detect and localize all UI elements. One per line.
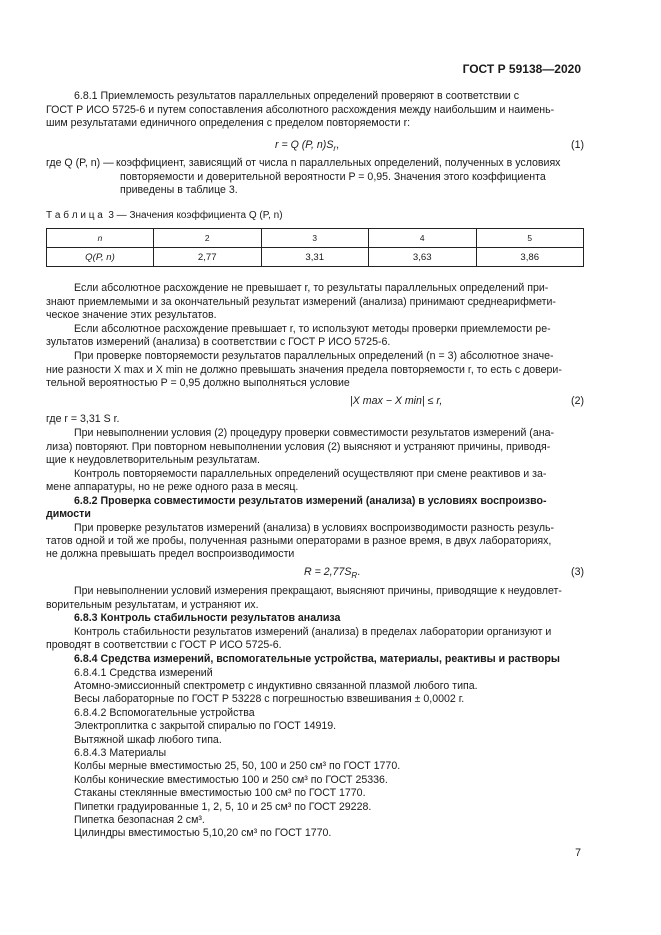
table-cell: 3 [261,229,369,248]
equation-2-number: (2) [571,395,584,407]
page-number: 7 [575,847,581,859]
list-item: Атомно-эмиссионный спектрометр с индуктивно связанной плазмой любого типа. [74,679,478,692]
where-1-line: повторяемости и доверительной вероятности P = 0,95. Значения этого коэффициента [120,170,546,183]
equation-1-tail: , [336,139,340,151]
clause-6-8-1 [46,90,584,103]
table-3-caption-text: 3 — Значения коэффициента Q (P, n) [108,210,283,221]
paragraph-b-cont [46,336,584,349]
paragraph-line: ворительным результатам, и устраняют их. [46,598,259,611]
paragraph-line: щие к неудовлетворительным результатам. [46,453,260,466]
table-cell: 2,77 [154,248,262,267]
table-cell: 5 [476,229,584,248]
paragraph-line: Контроль стабильности результатов измерений (анализа) в пределах лаборатории организуют и [74,625,552,638]
table-3-caption-prefix: Т а б л и ц а [46,210,103,221]
paragraph-line: проводят в соответствии с ГОСТ Р ИСО 5725-6. [46,639,282,651]
list-item: Пипетки градуированные 1, 2, 5, 10 и 25 см³ по ГОСТ 29228. [74,800,372,813]
list-item: Вытяжной шкаф любого типа. [74,733,222,746]
list-item: Пипетка безопасная 2 см³. [74,813,205,826]
equation-3-formula: R = 2,77S [304,566,352,578]
paragraph-line: Контроль повторяемости параллельных определений осуществляют при смене реактивов и за- [74,467,547,480]
list-item: 6.8.4.2 Вспомогательные устройства [74,706,255,719]
paragraph-line: При невыполнении условий измерения прекращают, выясняют причины, приводящие к неудовлет- [74,585,562,597]
clause-6-8-1-line: ГОСТ Р ИСО 5725-6 и путем сопоставления абсолютного расхождения между наибольшим и наимень- [46,103,555,116]
equation-3-tail: . [357,566,361,578]
paragraph-line: мене аппаратуры, но не реже одного раза в месяц. [46,481,299,493]
equation-3 [304,566,360,582]
paragraph-line: ние разности X max и X min не должно превышать значения предела повторяемости r, то есть с довери- [46,363,562,376]
paragraph-g-cont [46,599,584,612]
list-item: Стаканы стеклянные вместимостью 100 см³ по ГОСТ 1770. [74,787,366,800]
paragraph-line: При проверке повторяемости результатов параллельных определений (n = 3) абсолютное значе- [74,350,554,362]
paragraph-e [46,468,584,481]
paragraph-f [46,522,584,535]
standard-designation: ГОСТ Р 59138—2020 [462,62,581,76]
list-item: Весы лабораторные по ГОСТ Р 53228 с погрешностью взвешивания ± 0,0002 г. [74,693,465,706]
table-cell: n [47,229,154,248]
clause-6-8-4-title: 6.8.4 Средства измерений, вспомогательные устройства, материалы, реактивы и растворы [74,653,560,665]
table-cell: 3,86 [476,248,584,267]
where-1-text-cont [120,171,584,198]
paragraph-c-cont [46,364,584,391]
where-1-line: коэффициент, зависящий от числа n параллельных определений, полученных в условиях [116,157,561,169]
equation-1-number: (1) [571,139,584,151]
paragraph-line: При проверке результатов измерений (анализа) в условиях воспроизводимости разность резуль- [74,521,555,534]
paragraph-line: При невыполнении условия (2) процедуру проверки совместимости результатов измерений (ана- [74,427,554,439]
where-1-line: приведены в таблице 3. [120,183,238,196]
table-cell: 3,31 [261,248,369,267]
list-item: Колбы мерные вместимостью 25, 50, 100 и 250 см³ по ГОСТ 1770. [74,760,401,773]
paragraph-c [46,350,584,363]
where-1-text [116,157,584,170]
equation-3-number: (3) [571,566,584,578]
list-item: Цилиндры вместимостью 5,10,20 см³ по ГОСТ 1770. [74,827,332,840]
paragraph-a-cont [46,296,584,323]
paragraph-d [46,427,584,440]
table-cell: 2 [154,229,262,248]
clause-6-8-2-title [46,495,584,508]
list-item: Электроплитка с закрытой спиралью по ГОСТ 14919. [74,720,337,733]
equipment-list [46,667,584,841]
clause-6-8-1-line: шим результатами единичного определения с пределом повторяемости r: [46,116,411,129]
paragraph-e-cont [46,481,584,494]
paragraph-line: зультатов измерений (анализа) в соответствии с ГОСТ Р ИСО 5725-6. [46,336,391,348]
list-item: Колбы конические вместимостью 100 и 250 см³ по ГОСТ 25336. [74,773,388,786]
clause-6-8-2-line: димости [46,508,91,520]
paragraph-g [46,585,584,598]
where-1-label: где Q (P, n) — [46,157,114,169]
paragraph-f-cont [46,535,584,562]
where-2: где r = 3,31 S r. [46,413,120,425]
paragraph-line: лиза) повторяют. При повторном невыполнении условия (2) выясняют и устраняют причины, приводя- [46,440,551,453]
table-row [47,229,584,248]
paragraph-line: татов одной и той же пробы, полученная разными операторами в разное время, в двух лабораториях, [46,535,552,547]
paragraph-h [46,626,584,639]
equation-2: |X max − X min| ≤ r, [350,395,443,407]
table-3-caption [46,210,283,221]
paragraph-line: Если абсолютное расхождение не превышает r, то результаты параллельных определений при- [74,282,549,294]
table-3 [46,228,584,267]
paragraph-line: ческое значение этих результатов. [46,308,217,321]
equation-3-sub: R [351,571,358,581]
equation-1 [275,139,339,155]
list-item: 6.8.4.3 Материалы [74,746,167,759]
paragraph-d-cont [46,441,584,468]
clause-6-8-2-line: 6.8.2 Проверка совместимости результатов измерений (анализа) в условиях воспроизво- [74,494,547,507]
paragraph-line: Если абсолютное расхождение превышает r, то используют методы проверки приемлемости ре- [74,322,551,335]
paragraph-line: не должна превышать предел воспроизводимости [46,548,295,561]
table-cell: Q(P, n) [47,248,154,267]
equation-1-sub: r [333,144,337,154]
paragraph-a [46,282,584,295]
paragraph-line: тельной вероятностью P = 0,95 должно выполняться условие [46,376,350,389]
clause-6-8-1-cont [46,104,584,131]
table-cell: 4 [369,229,477,248]
paragraph-line: знают приемлемыми и за окончательный результат измерений (анализа) принимают среднеарифмети- [46,295,556,308]
clause-6-8-1-line: 6.8.1 Приемлемость результатов параллельных определений проверяют в соответствии с [74,90,520,102]
list-item: 6.8.4.1 Средства измерений [74,666,213,679]
table-cell: 3,63 [369,248,477,267]
paragraph-b [46,323,584,336]
clause-6-8-3-title: 6.8.3 Контроль стабильности результатов анализа [74,612,341,624]
equation-1-formula: r = Q (P, n)S [275,139,334,151]
clause-6-8-2-title-cont [46,508,584,521]
paragraph-h-cont [46,639,584,652]
table-row [47,248,584,267]
